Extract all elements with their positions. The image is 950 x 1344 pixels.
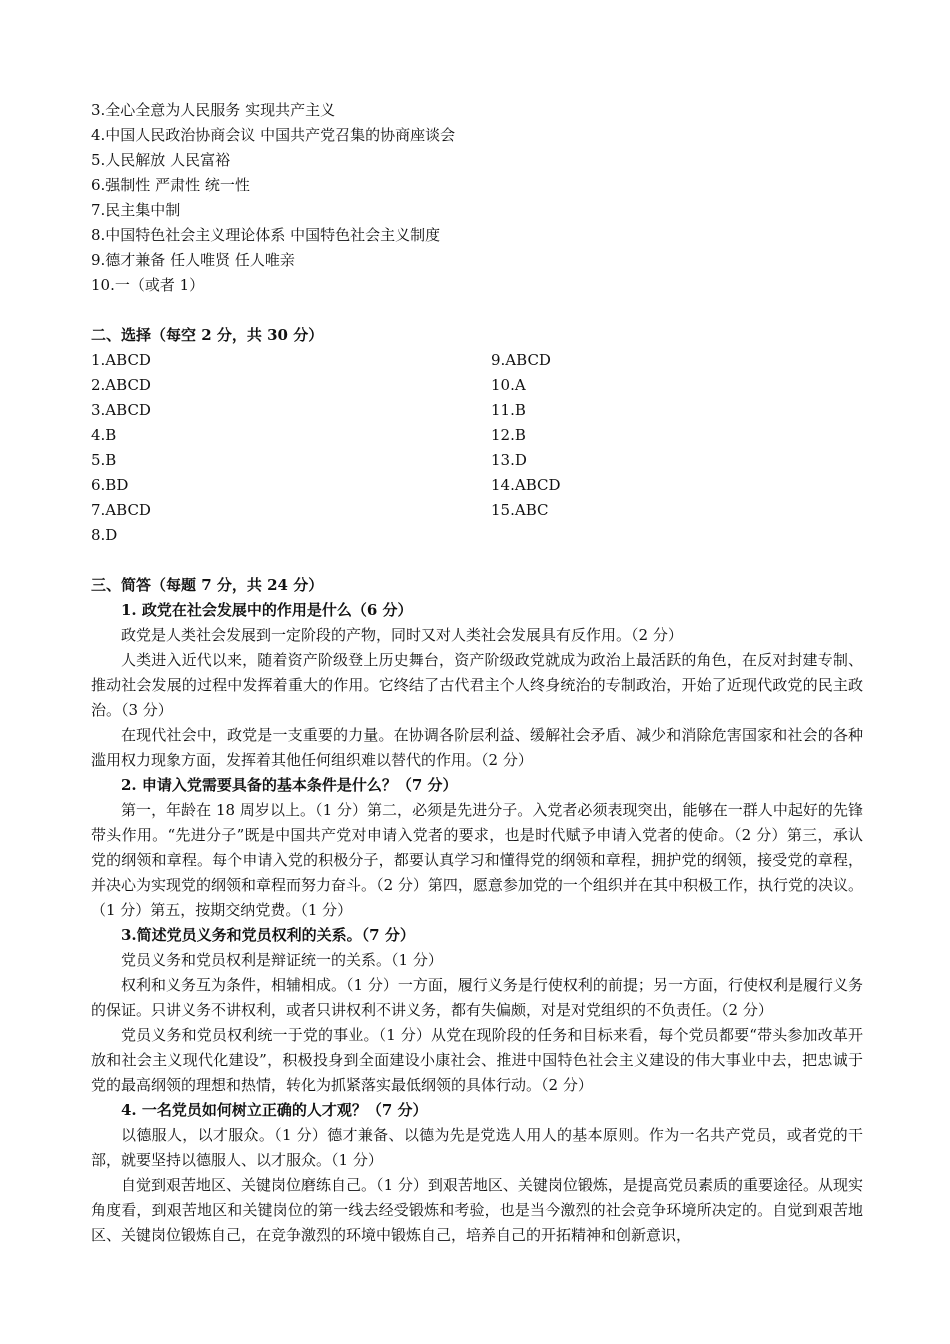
choice-item: 12.B bbox=[491, 426, 526, 444]
choice-item: 11.B bbox=[491, 401, 526, 419]
fill-blank-item: 6.强制性 严肃性 统一性 bbox=[91, 176, 250, 194]
answer-paragraph: 政党是人类社会发展到一定阶段的产物，同时又对人类社会发展具有反作用。（2 分） bbox=[121, 626, 683, 644]
choice-item: 7.ABCD bbox=[91, 501, 151, 519]
question-title: 3.简述党员义务和党员权利的关系。（7 分） bbox=[121, 926, 415, 944]
spacer bbox=[91, 548, 863, 573]
short-answer-heading: 三、简答（每题 7 分，共 24 分） bbox=[91, 576, 324, 594]
spacer bbox=[91, 298, 863, 323]
choice-item: 1.ABCD bbox=[91, 351, 151, 369]
choice-item: 14.ABCD bbox=[491, 476, 561, 494]
answer-paragraph: 在现代社会中，政党是一支重要的力量。在协调各阶层利益、缓解社会矛盾、减少和消除危害国家和社会的各种滥用权力现象方面，发挥着其他任何组织难以替代的作用。（2 分） bbox=[91, 726, 863, 769]
answer-paragraph: 党员义务和党员权利是辩证统一的关系。（1 分） bbox=[121, 951, 443, 969]
fill-blank-item: 8.中国特色社会主义理论体系 中国特色社会主义制度 bbox=[91, 226, 441, 244]
short-answer-question-3 bbox=[91, 923, 863, 1098]
fill-blank-item: 9.德才兼备 任人唯贤 任人唯亲 bbox=[91, 251, 295, 269]
choice-column-left bbox=[91, 348, 491, 548]
question-title: 4. 一名党员如何树立正确的人才观？（7 分） bbox=[121, 1101, 428, 1119]
short-answer-question-1 bbox=[91, 598, 863, 773]
answer-paragraph: 权利和义务互为条件，相辅相成。（1 分）一方面，履行义务是行使权利的前提；另一方面，行使权利是履行义务的保证。只讲义务不讲权利，或者只讲权利不讲义务，都有失偏颇，对是对党组织的不负责任。（2 分） bbox=[91, 976, 863, 1019]
choice-item: 4.B bbox=[91, 426, 117, 444]
choice-item: 6.BD bbox=[91, 476, 129, 494]
fill-blank-item: 5.人民解放 人民富裕 bbox=[91, 151, 231, 169]
fill-blank-answers bbox=[91, 98, 863, 298]
fill-blank-item: 10.一（或者 1） bbox=[91, 276, 205, 294]
short-answer-question-2 bbox=[91, 773, 863, 923]
choice-item: 9.ABCD bbox=[491, 351, 551, 369]
fill-blank-item: 3.全心全意为人民服务 实现共产主义 bbox=[91, 101, 336, 119]
choice-section-heading: 二、选择（每空 2 分，共 30 分） bbox=[91, 326, 324, 344]
choice-answers bbox=[91, 348, 863, 548]
choice-item: 8.D bbox=[91, 526, 118, 544]
answer-sheet-page bbox=[91, 98, 863, 1248]
choice-item: 10.A bbox=[491, 376, 526, 394]
short-answer-question-4 bbox=[91, 1098, 863, 1248]
choice-item: 2.ABCD bbox=[91, 376, 151, 394]
choice-item: 3.ABCD bbox=[91, 401, 151, 419]
answer-paragraph: 自觉到艰苦地区、关键岗位磨练自己。（1 分）到艰苦地区、关键岗位锻炼，是提高党员素质的重要途径。从现实角度看，到艰苦地区和关键岗位的第一线去经受锻炼和考验，也是当今激烈的社会竞争环境所决定的。自觉到艰苦地区、关键岗位锻炼自己，在竞争激烈的环境中锻炼自己，培养自己的开拓精神和创新意识， bbox=[91, 1176, 863, 1244]
question-title: 1. 政党在社会发展中的作用是什么（6 分） bbox=[121, 601, 413, 619]
choice-item: 15.ABC bbox=[491, 501, 549, 519]
fill-blank-item: 4.中国人民政治协商会议 中国共产党召集的协商座谈会 bbox=[91, 126, 456, 144]
question-title: 2. 申请入党需要具备的基本条件是什么？（7 分） bbox=[121, 776, 458, 794]
choice-item: 5.B bbox=[91, 451, 117, 469]
answer-paragraph: 以德服人，以才服众。（1 分）德才兼备、以德为先是党选人用人的基本原则。作为一名共产党员，或者党的干部，就要坚持以德服人、以才服众。（1 分） bbox=[91, 1126, 863, 1169]
answer-paragraph: 人类进入近代以来，随着资产阶级登上历史舞台，资产阶级政党就成为政治上最活跃的角色，在反对封建专制、推动社会发展的过程中发挥着重大的作用。它终结了古代君主个人终身统治的专制政治，开始了近现代政党的民主政治。（3 分） bbox=[91, 651, 863, 719]
choice-column-right bbox=[491, 348, 863, 548]
answer-paragraph: 第一，年龄在 18 周岁以上。（1 分）第二，必须是先进分子。入党者必须表现突出，能够在一群人中起好的先锋带头作用。“先进分子”既是中国共产党对申请入党者的要求，也是时代赋予申请入党者的使命。（2 分）第三，承认党的纲领和章程。每个申请入党的积极分子，都要认真学习和懂得党的纲领和章程，拥护党的纲领，接受党的章程，并决心为实现党的纲领和章程而努力奋斗。（2 分）第四，愿意参加党的一个组织并在其中积极工作，执行党的决议。（1 分）第五，按期交纳党费。（1 分） bbox=[91, 801, 863, 919]
answer-paragraph: 党员义务和党员权利统一于党的事业。（1 分）从党在现阶段的任务和目标来看，每个党员都要“带头参加改革开放和社会主义现代化建设”，积极投身到全面建设小康社会、推进中国特色社会主义建设的伟大事业中去，把忠诚于党的最高纲领的理想和热情，转化为抓紧落实最低纲领的具体行动。（2 分） bbox=[91, 1026, 863, 1094]
choice-item: 13.D bbox=[491, 451, 527, 469]
fill-blank-item: 7.民主集中制 bbox=[91, 201, 181, 219]
